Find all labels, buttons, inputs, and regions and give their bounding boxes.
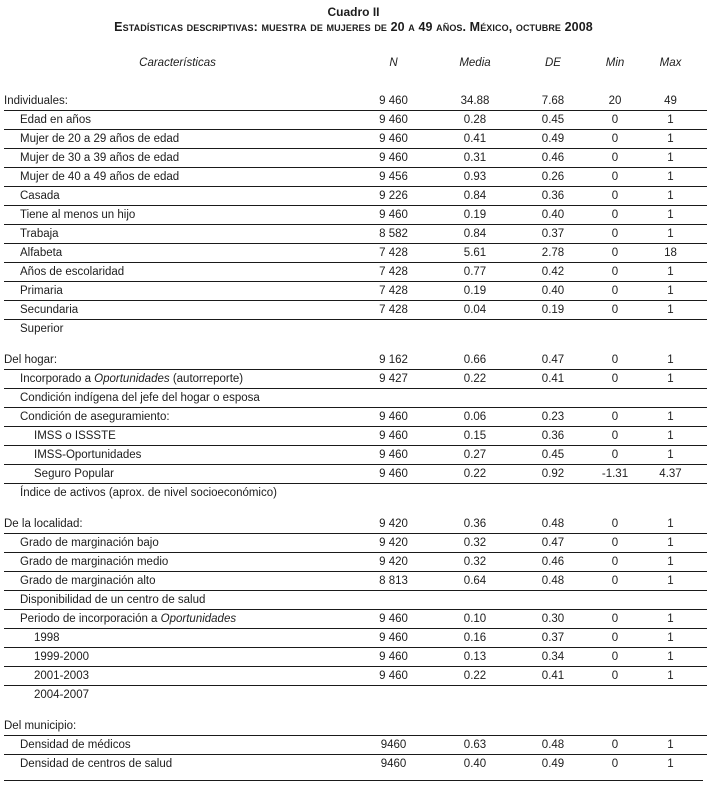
cell-de: 0.47 xyxy=(541,354,565,366)
cell-n xyxy=(351,686,436,705)
cell-min: 0 xyxy=(611,613,619,625)
cell-n: 9 460 xyxy=(379,209,408,221)
cell-min: 0 xyxy=(611,228,619,240)
cell-n: 8 582 xyxy=(379,228,408,240)
cell-n: 9 460 xyxy=(379,632,408,644)
cell-min: -1.31 xyxy=(601,468,629,480)
table-row xyxy=(4,244,707,263)
cell-min: 0 xyxy=(611,411,619,423)
cell-min: 0 xyxy=(611,304,619,316)
table-row xyxy=(4,389,707,408)
table-row xyxy=(4,648,707,667)
cell-max xyxy=(638,686,703,705)
row-label: Primaria xyxy=(20,285,63,297)
cell-n: 9 420 xyxy=(379,537,408,549)
row-label: De la localidad: xyxy=(4,518,83,530)
cell-max: 1 xyxy=(667,758,674,770)
cell-min: 0 xyxy=(611,670,619,682)
cell-n: 9460 xyxy=(380,758,407,770)
cell-media: 0.63 xyxy=(463,739,487,751)
table-row xyxy=(4,667,707,686)
cell-min: 0 xyxy=(611,266,619,278)
cell-media: 0.64 xyxy=(463,575,487,587)
row-label: IMSS-Oportunidades xyxy=(34,449,142,461)
table-row xyxy=(4,187,707,206)
cell-max: 4.37 xyxy=(659,468,682,480)
cell-media: 0.93 xyxy=(463,171,487,183)
table-section xyxy=(0,92,707,339)
cell-n: 9 162 xyxy=(379,354,408,366)
row-label: Densidad de centros de salud xyxy=(20,758,173,770)
cell-de: 0.48 xyxy=(541,518,565,530)
cell-de: 0.49 xyxy=(541,133,565,145)
cell-min: 0 xyxy=(611,430,619,442)
cell-media: 0.31 xyxy=(463,152,487,164)
column-header-min: Min xyxy=(605,57,625,69)
cell-n xyxy=(351,591,436,609)
table-section xyxy=(0,351,707,503)
table-row xyxy=(4,465,707,484)
row-label: Mujer de 20 a 29 años de edad xyxy=(20,133,180,145)
cell-de: 0.36 xyxy=(541,190,565,202)
table-row xyxy=(4,168,707,187)
cell-de xyxy=(514,320,592,339)
cell-min: 0 xyxy=(611,133,619,145)
table-row xyxy=(4,206,707,225)
cell-de xyxy=(514,484,592,503)
cell-de: 0.23 xyxy=(541,411,565,423)
cell-min: 0 xyxy=(611,285,619,297)
cell-max: 1 xyxy=(667,632,674,644)
row-label: Periodo de incorporación a Oportunidades xyxy=(20,613,237,625)
cell-n: 7 428 xyxy=(379,304,408,316)
table-row xyxy=(4,446,707,465)
cell-max xyxy=(638,484,703,503)
cell-media: 0.84 xyxy=(463,190,487,202)
cell-media: 34.88 xyxy=(460,95,490,107)
table-bottom-rule xyxy=(4,780,703,781)
cell-min xyxy=(592,389,638,407)
row-label: Índice de activos (aprox. de nivel socioeconómico) xyxy=(20,487,277,499)
row-label: Casada xyxy=(20,190,60,202)
cell-de: 0.26 xyxy=(541,171,565,183)
column-header-de: DE xyxy=(545,57,561,69)
cell-n: 9 460 xyxy=(379,449,408,461)
cell-max: 1 xyxy=(667,651,674,663)
table-row xyxy=(4,301,707,320)
cell-max xyxy=(638,320,703,339)
cell-n xyxy=(351,484,436,503)
cell-de: 0.40 xyxy=(541,209,565,221)
cell-de: 0.45 xyxy=(541,114,565,126)
cell-n: 7 428 xyxy=(379,266,408,278)
cell-max xyxy=(638,389,703,407)
table-caption: Cuadro II xyxy=(327,5,380,19)
row-label: Condición indígena del jefe del hogar o esposa xyxy=(20,392,260,404)
row-label: Grado de marginación medio xyxy=(20,556,169,568)
cell-de: 0.19 xyxy=(541,304,565,316)
row-label: Condición de aseguramiento: xyxy=(20,411,170,423)
table-row xyxy=(4,484,707,503)
table-row xyxy=(4,351,707,370)
row-label: Trabaja xyxy=(20,228,59,240)
cell-n: 9 460 xyxy=(379,133,408,145)
row-label: Disponibilidad de un centro de salud xyxy=(20,594,206,606)
table-row xyxy=(4,92,707,111)
row-label: Tiene al menos un hijo xyxy=(20,209,136,221)
table-row xyxy=(4,591,707,610)
cell-de: 0.37 xyxy=(541,632,565,644)
cell-min: 0 xyxy=(611,537,619,549)
cell-de xyxy=(514,686,592,705)
cell-media: 0.66 xyxy=(463,354,487,366)
table-body xyxy=(0,92,707,774)
row-label: Grado de marginación bajo xyxy=(20,537,159,549)
cell-media: 0.77 xyxy=(463,266,487,278)
cell-n: 9460 xyxy=(380,739,407,751)
cell-min xyxy=(592,320,638,339)
cell-n xyxy=(351,717,436,735)
row-label: Secundaria xyxy=(20,304,79,316)
table-row xyxy=(4,629,707,648)
cell-min: 0 xyxy=(611,632,619,644)
cell-min xyxy=(592,484,638,503)
cell-max: 1 xyxy=(667,285,674,297)
cell-media xyxy=(436,389,514,407)
cell-max: 49 xyxy=(664,95,677,107)
cell-n: 7 428 xyxy=(379,285,408,297)
row-label: Años de escolaridad xyxy=(20,266,125,278)
cell-max: 1 xyxy=(667,190,674,202)
cell-n: 9 460 xyxy=(379,468,408,480)
row-label: Del municipio: xyxy=(4,720,77,732)
cell-de xyxy=(514,389,592,407)
cell-media: 0.41 xyxy=(463,133,487,145)
cell-max: 1 xyxy=(667,209,674,221)
column-header-max: Max xyxy=(659,57,682,69)
cell-media xyxy=(436,591,514,609)
cell-media: 0.32 xyxy=(463,537,487,549)
column-header-n: N xyxy=(389,57,398,69)
cell-max: 1 xyxy=(667,133,674,145)
cell-de: 0.45 xyxy=(541,449,565,461)
row-label: 1998 xyxy=(34,632,60,644)
cell-n: 9 460 xyxy=(379,613,408,625)
row-label: Edad en años xyxy=(20,114,91,126)
cell-media: 0.04 xyxy=(463,304,487,316)
cell-media xyxy=(436,320,514,339)
cell-media: 0.27 xyxy=(463,449,487,461)
row-label: Superior xyxy=(20,323,64,335)
cell-media: 0.22 xyxy=(463,373,487,385)
cell-min: 0 xyxy=(611,739,619,751)
cell-media: 0.16 xyxy=(463,632,487,644)
cell-de xyxy=(514,717,592,735)
cell-de: 0.41 xyxy=(541,373,565,385)
cell-media: 0.36 xyxy=(463,518,487,530)
cell-media: 0.13 xyxy=(463,651,487,663)
cell-min: 0 xyxy=(611,449,619,461)
table-row xyxy=(4,282,707,301)
cell-media: 0.06 xyxy=(463,411,487,423)
table-row xyxy=(4,755,707,774)
cell-max xyxy=(638,717,703,735)
cell-de: 0.49 xyxy=(541,758,565,770)
table-row xyxy=(4,263,707,282)
cell-media: 0.19 xyxy=(463,285,487,297)
cell-max: 1 xyxy=(667,670,674,682)
cell-n: 9 460 xyxy=(379,411,408,423)
cell-min: 0 xyxy=(611,354,619,366)
cell-n: 9 460 xyxy=(379,670,408,682)
column-header-caracteristicas: Características xyxy=(139,57,216,69)
cell-max: 1 xyxy=(667,152,674,164)
cell-n: 8 813 xyxy=(379,575,408,587)
cell-max: 1 xyxy=(667,411,674,423)
table-row xyxy=(4,320,707,339)
row-label: IMSS o ISSSTE xyxy=(34,430,116,442)
table-subtitle: Estadísticas descriptivas: muestra de mujeres de 20 a 49 años. México, octubre 2008 xyxy=(114,20,593,34)
cell-max: 1 xyxy=(667,556,674,568)
cell-min: 0 xyxy=(611,171,619,183)
row-label: 1999-2000 xyxy=(34,651,89,663)
cell-media: 0.32 xyxy=(463,556,487,568)
cell-n: 9 226 xyxy=(379,190,408,202)
cell-max: 1 xyxy=(667,430,674,442)
column-header-media: Media xyxy=(459,57,491,69)
cell-n: 9 460 xyxy=(379,95,408,107)
cell-de: 0.37 xyxy=(541,228,565,240)
cell-media: 0.84 xyxy=(463,228,487,240)
cell-de: 0.46 xyxy=(541,152,565,164)
cell-de: 2.78 xyxy=(541,247,565,259)
cell-max: 1 xyxy=(667,739,674,751)
column-header-row xyxy=(4,56,707,70)
cell-max xyxy=(638,591,703,609)
table-row xyxy=(4,130,707,149)
cell-media: 0.22 xyxy=(463,670,487,682)
cell-min: 0 xyxy=(611,247,619,259)
cell-de: 0.34 xyxy=(541,651,565,663)
cell-n: 9 420 xyxy=(379,518,408,530)
cell-de: 0.42 xyxy=(541,266,565,278)
cell-n: 9 460 xyxy=(379,651,408,663)
cell-min xyxy=(592,717,638,735)
cell-max: 1 xyxy=(667,354,674,366)
table-row xyxy=(4,408,707,427)
cell-min: 0 xyxy=(611,575,619,587)
cell-max: 1 xyxy=(667,518,674,530)
cell-max: 1 xyxy=(667,537,674,549)
cell-media: 0.22 xyxy=(463,468,487,480)
cell-max: 1 xyxy=(667,449,674,461)
table-row xyxy=(4,225,707,244)
cell-n: 9 427 xyxy=(379,373,408,385)
cell-max: 1 xyxy=(667,228,674,240)
table-row xyxy=(4,610,707,629)
cell-de: 0.40 xyxy=(541,285,565,297)
cell-n: 9 460 xyxy=(379,430,408,442)
cell-min: 0 xyxy=(611,518,619,530)
cell-de: 0.30 xyxy=(541,613,565,625)
cell-n: 9 460 xyxy=(379,114,408,126)
cell-media xyxy=(436,484,514,503)
cell-de xyxy=(514,591,592,609)
cell-min: 0 xyxy=(611,758,619,770)
table-row xyxy=(4,572,707,591)
row-label: Seguro Popular xyxy=(34,468,114,480)
row-label: Mujer de 40 a 49 años de edad xyxy=(20,171,180,183)
table-row xyxy=(4,111,707,130)
cell-n: 9 420 xyxy=(379,556,408,568)
table-row xyxy=(4,427,707,446)
row-label: Del hogar: xyxy=(4,354,58,366)
row-label: 2004-2007 xyxy=(34,689,89,701)
cell-min: 0 xyxy=(611,373,619,385)
cell-n: 9 456 xyxy=(379,171,408,183)
cell-max: 1 xyxy=(667,114,674,126)
row-label: Incorporado a Oportunidades (autorreporte) xyxy=(20,373,244,385)
cell-n: 7 428 xyxy=(379,247,408,259)
cell-max: 1 xyxy=(667,266,674,278)
cell-max: 1 xyxy=(667,613,674,625)
cell-media: 0.10 xyxy=(463,613,487,625)
row-label: Alfabeta xyxy=(20,247,63,259)
row-label: Mujer de 30 a 39 años de edad xyxy=(20,152,180,164)
cell-min: 0 xyxy=(611,114,619,126)
cell-de: 0.48 xyxy=(541,575,565,587)
cell-max: 18 xyxy=(664,247,677,259)
cell-media: 0.40 xyxy=(463,758,487,770)
cell-min xyxy=(592,686,638,705)
cell-media: 0.15 xyxy=(463,430,487,442)
table-row xyxy=(4,686,707,705)
cell-min: 0 xyxy=(611,190,619,202)
cell-max: 1 xyxy=(667,373,674,385)
cell-de: 0.48 xyxy=(541,739,565,751)
cell-de: 0.92 xyxy=(541,468,565,480)
cell-de: 7.68 xyxy=(541,95,565,107)
table-row xyxy=(4,717,707,736)
cell-media xyxy=(436,686,514,705)
cell-n xyxy=(351,320,436,339)
table-row xyxy=(4,553,707,572)
cell-de: 0.36 xyxy=(541,430,565,442)
cell-media: 0.28 xyxy=(463,114,487,126)
cell-min: 0 xyxy=(611,209,619,221)
table-row xyxy=(4,534,707,553)
cell-media xyxy=(436,717,514,735)
cell-min xyxy=(592,591,638,609)
table-section xyxy=(0,515,707,705)
row-label: Individuales: xyxy=(4,95,68,107)
cell-de: 0.47 xyxy=(541,537,565,549)
row-label: 2001-2003 xyxy=(34,670,89,682)
cell-min: 0 xyxy=(611,556,619,568)
cell-de: 0.41 xyxy=(541,670,565,682)
cell-min: 0 xyxy=(611,152,619,164)
cell-de: 0.46 xyxy=(541,556,565,568)
cell-min: 20 xyxy=(608,95,622,107)
table-row xyxy=(4,736,707,755)
cell-media: 0.19 xyxy=(463,209,487,221)
row-label: Grado de marginación alto xyxy=(20,575,156,587)
cell-max: 1 xyxy=(667,575,674,587)
table-row xyxy=(4,149,707,168)
cell-max: 1 xyxy=(667,171,674,183)
table-row xyxy=(4,515,707,534)
cell-max: 1 xyxy=(667,304,674,316)
cell-n: 9 460 xyxy=(379,152,408,164)
cell-media: 5.61 xyxy=(463,247,487,259)
cell-n xyxy=(351,389,436,407)
row-label: Densidad de médicos xyxy=(20,739,131,751)
cell-min: 0 xyxy=(611,651,619,663)
table-section xyxy=(0,717,707,774)
table-row xyxy=(4,370,707,389)
